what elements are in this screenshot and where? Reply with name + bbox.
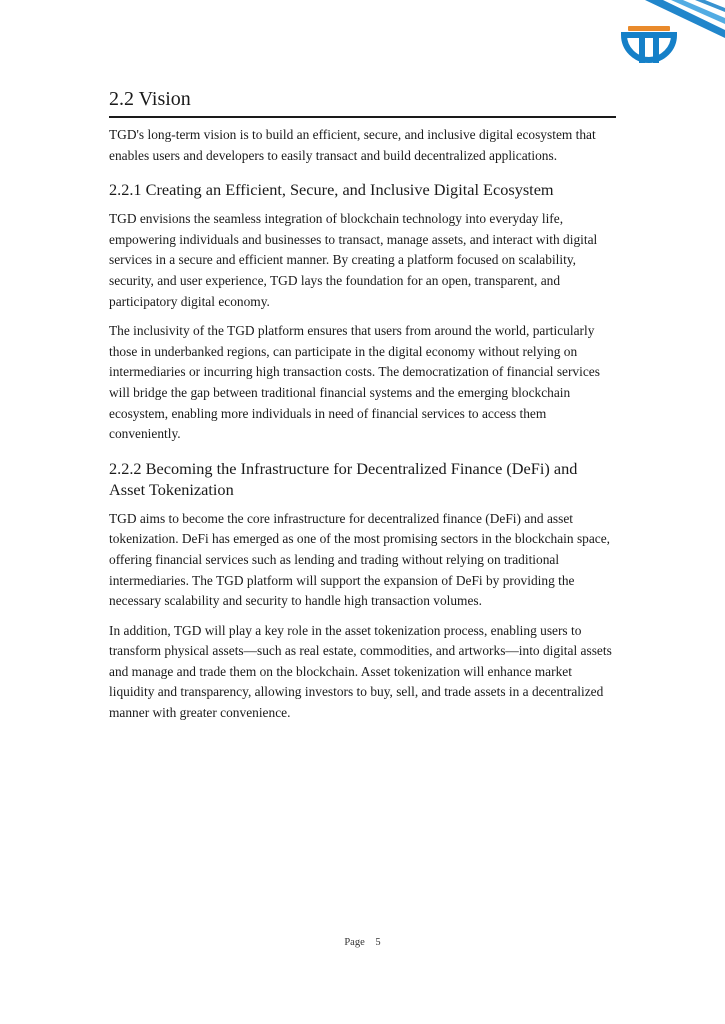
- page-number: 5: [375, 937, 381, 948]
- body-paragraph: TGD envisions the seamless integration of blockchain technology into everyday life, empowering individuals and businesses to transact, manage assets, and interact with digital services in a secure and efficient manner. By creating a platform focused on scalability, security, and user experience, TGD lays the foundation for an open, transparent, and participatory digital economy.: [109, 211, 598, 309]
- section-intro-paragraph: TGD's long-term vision is to build an efficient, secure, and inclusive digital ecosystem that enables users and developers to easily transact and build decentralized applications.: [109, 127, 596, 163]
- subsection-title: 2.2.2 Becoming the Infrastructure for Decentralized Finance (DeFi) and Asset Tokenization: [109, 458, 578, 499]
- body-paragraph: TGD aims to become the core infrastructure for decentralized finance (DeFi) and asset tokenization. DeFi has emerged as one of the most promising sectors in the blockchain space, offering financial services such as lending and trading without relying on traditional intermediaries. The TGD platform will support the expansion of DeFi by providing the necessary scalability and security to handle high transaction volumes.: [109, 510, 611, 609]
- body-paragraph: The inclusivity of the TGD platform ensures that users from around the world, particularly those in underbanked regions, can participate in the digital economy without relying on intermediaries or incurring high transaction costs. The democratization of financial services will bridge the gap between traditional financial systems and the emerging blockchain ecosystem, enabling more individuals in need of financial services to access them conveniently.: [109, 323, 600, 442]
- body-paragraph: In addition, TGD will play a key role in the asset tokenization process, enabling users to transform physical assets—such as real estate, commodities, and artworks—into digital assets and manage and trade them on the blockchain. Asset tokenization will enhance market liquidity and transparency, allowing investors to buy, sell, and trade assets in a decentralized manner with greater convenience.: [109, 622, 612, 721]
- subsection-title: 2.2.1 Creating an Efficient, Secure, and Inclusive Digital Ecosystem: [109, 180, 554, 200]
- main-content: [109, 86, 616, 733]
- tgd-logo-icon: [620, 24, 678, 70]
- section-title: 2.2 Vision: [109, 86, 616, 118]
- page-label: Page: [344, 937, 365, 948]
- page-footer: [0, 937, 725, 948]
